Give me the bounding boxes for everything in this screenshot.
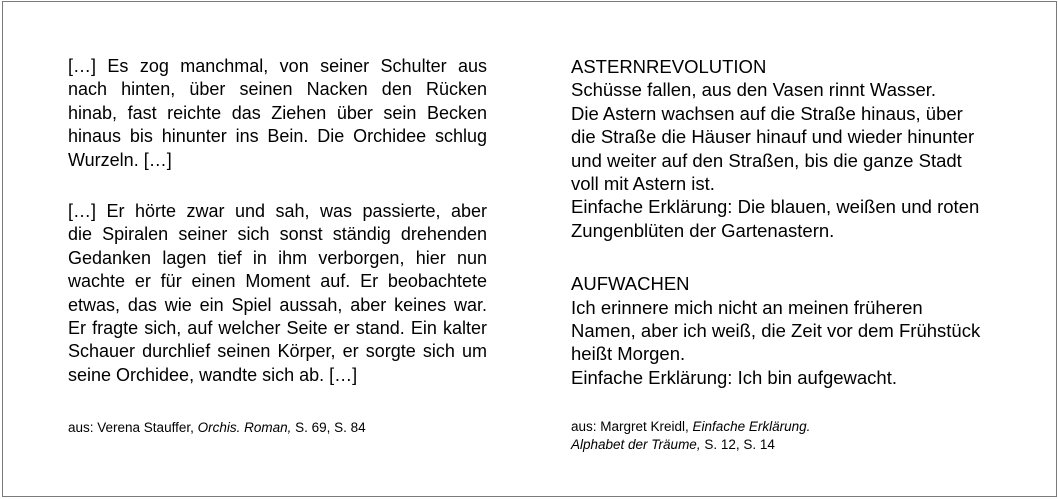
left-paragraph-1 <box>68 55 487 172</box>
left-column <box>68 55 487 387</box>
citation-prefix: aus: Verena Stauffer, <box>68 420 198 435</box>
text-line: Schauer durchlief seinen Körper, er sorgte sich um <box>68 341 487 362</box>
citation-work-title: Einfache Erklärung. <box>692 419 811 434</box>
text-line: Einfache Erklärung: Die blauen, weißen und roten <box>571 196 980 218</box>
text-line: […] Es zog manchmal, von seiner Schulter aus <box>68 56 487 76</box>
text-line: Die Astern wachsen auf die Straße hinaus, über <box>571 102 963 124</box>
text-line: voll mit Astern ist. <box>571 173 715 195</box>
text-line: Namen, aber ich weiß, die Zeit vor dem Frühstück <box>571 320 981 342</box>
right-column <box>571 55 1049 389</box>
citation-left <box>68 419 366 437</box>
text-line: Gedanken lagen tief in ihm verborgen, hier nun <box>68 247 487 268</box>
text-line: wachte er für einen Moment auf. Er beobachtete <box>68 271 487 292</box>
citation-pages: S. 69, S. 84 <box>291 420 366 435</box>
text-line: hinaus bis hinunter ins Bein. Die Orchidee schlug <box>68 126 487 147</box>
text-line: […] Er hörte zwar und sah, was passierte, aber <box>68 201 487 222</box>
section-asternrevolution <box>571 55 1049 242</box>
text-line: die Spiralen seiner sich sonst ständig drehenden <box>68 224 487 245</box>
section-title: ASTERNREVOLUTION <box>571 56 767 77</box>
text-line: Wurzeln. […] <box>68 149 172 170</box>
text-line: Er fragte sich, auf welcher Seite er stand. Ein kalter <box>68 318 487 339</box>
text-line: Schüsse fallen, aus den Vasen rinnt Wasser. <box>571 79 937 101</box>
text-line: die Straße die Häuser hinauf und wieder hinunter <box>571 126 975 148</box>
text-line: Zungenblüten der Gartenastern. <box>571 219 835 241</box>
citation-work-title: Orchis. Roman, <box>197 420 292 435</box>
citation-right <box>571 418 810 453</box>
text-line: hinab, fast reichte das Ziehen über sein Becken <box>68 102 487 123</box>
section-aufwachen <box>571 272 1049 389</box>
text-line: heißt Morgen. <box>571 343 686 365</box>
citation-work-subtitle: Alphabet der Träume, <box>571 436 701 452</box>
citation-line <box>571 436 810 454</box>
text-line: etwas, das wie ein Spiel aussah, aber keines war. <box>68 294 487 315</box>
citation-prefix: aus: Margret Kreidl, <box>571 419 693 434</box>
text-line: seine Orchidee, wandte sich ab. […] <box>68 364 358 385</box>
text-line: und weiter auf den Straßen, bis die ganze Stadt <box>571 149 962 171</box>
section-title: AUFWACHEN <box>571 273 690 295</box>
citation-line <box>571 418 810 436</box>
text-line: Ich erinnere mich nicht an meinen früheren <box>571 296 923 318</box>
left-paragraph-2 <box>68 200 487 387</box>
citation-pages: S. 12, S. 14 <box>700 436 775 452</box>
text-line: nach hinten, über seinen Nacken den Rücken <box>68 79 487 100</box>
text-line: Einfache Erklärung: Ich bin aufgewacht. <box>571 366 897 388</box>
